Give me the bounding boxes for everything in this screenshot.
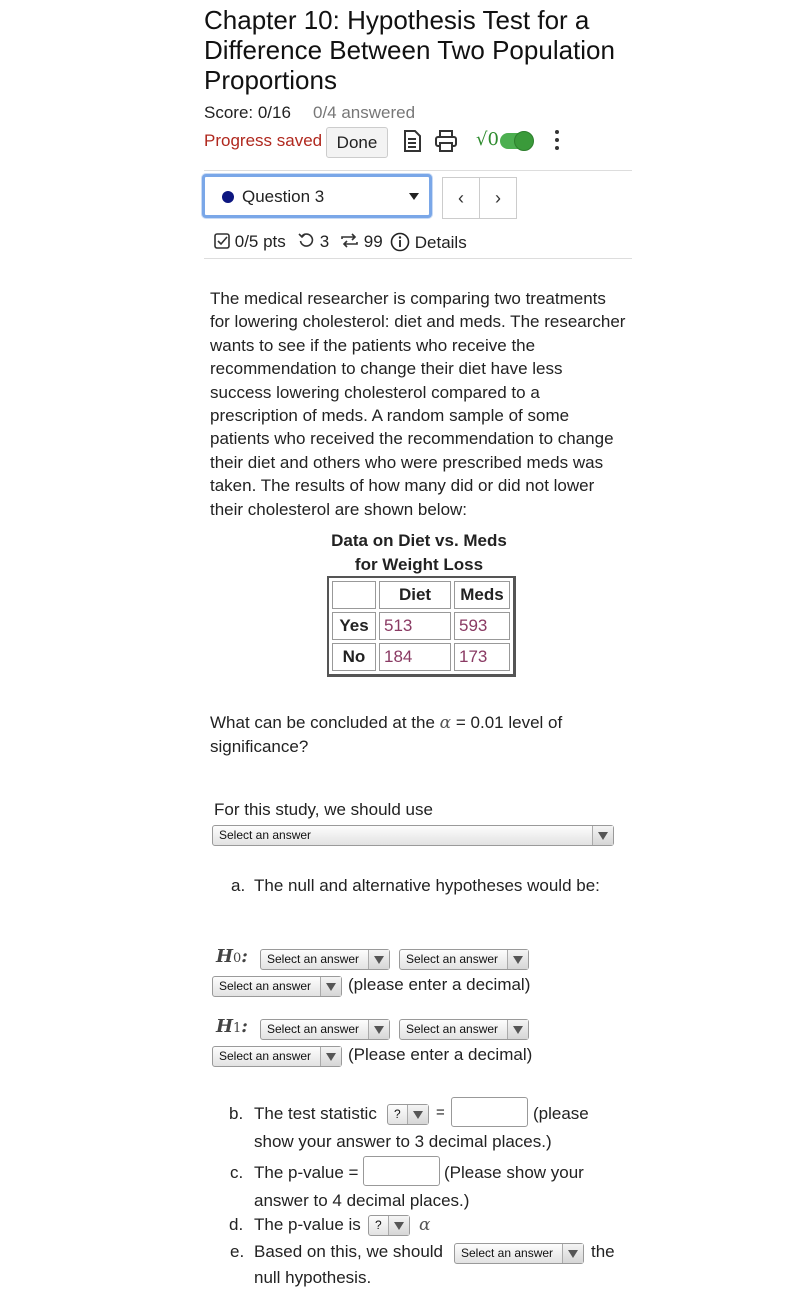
divider — [204, 258, 632, 259]
resubmits-info — [340, 232, 383, 252]
h0-note: (please enter a decimal) — [348, 975, 531, 994]
done-button[interactable]: Done — [326, 127, 388, 158]
data-table — [327, 576, 516, 677]
question-select[interactable] — [202, 174, 432, 218]
part-a-text: The null and alternative hypotheses would be: — [254, 876, 600, 895]
next-question-button[interactable]: › — [479, 177, 517, 219]
h0-symbol: H — [216, 946, 234, 967]
dropdown-arrow-icon — [507, 1020, 528, 1039]
test-statistic-input[interactable] — [451, 1097, 528, 1127]
table-row — [332, 612, 510, 640]
part-b-note1: (please — [533, 1104, 589, 1123]
part-e-letter: e. — [230, 1242, 245, 1261]
document-icon[interactable] — [402, 130, 422, 157]
print-icon[interactable] — [434, 130, 458, 157]
part-a-letter: a. — [231, 876, 246, 895]
select-label: Select an answer — [267, 952, 360, 966]
h0-subscript: 0 — [233, 951, 242, 966]
status-dot-icon — [222, 191, 234, 203]
checkbox-icon — [214, 233, 230, 249]
study-label: For this study, we should use — [214, 800, 433, 819]
question-pre: What can be concluded at the — [210, 713, 435, 732]
cell-diet: 184 — [379, 643, 451, 671]
details-link[interactable] — [390, 232, 467, 253]
dropdown-arrow-icon — [388, 1216, 409, 1235]
question-select-label: Question 3 — [242, 187, 325, 206]
dropdown-arrow-icon — [320, 1047, 341, 1066]
decision-select[interactable] — [454, 1243, 584, 1264]
select-label: Select an answer — [267, 1022, 360, 1036]
progress-status: Progress saved — [204, 131, 323, 150]
part-d-letter: d. — [229, 1215, 244, 1234]
cell-meds: 173 — [454, 643, 510, 671]
details-label: Details — [414, 233, 467, 252]
repeat-icon — [340, 232, 359, 249]
h1-symbol: H — [216, 1016, 234, 1037]
part-b-text: The test statistic — [254, 1104, 377, 1123]
test-statistic-type-select[interactable] — [387, 1104, 429, 1125]
select-label: Select an answer — [219, 828, 312, 842]
page-title: Chapter 10: Hypothesis Test for a Difference Between Two Population Proportions — [204, 5, 615, 95]
part-e-note2: null hypothesis. — [254, 1268, 372, 1287]
p-value-comparison-select[interactable] — [368, 1215, 410, 1236]
part-b-note2: show your answer to 3 decimal places.) — [254, 1132, 552, 1151]
part-c-letter: c. — [230, 1163, 244, 1182]
previous-question-button[interactable]: ‹ — [442, 177, 480, 219]
table-header-empty — [332, 581, 376, 609]
alpha-symbol: α — [439, 713, 452, 733]
part-e-text: Based on this, we should — [254, 1242, 444, 1261]
table-caption-line1: Data on Diet vs. Meds — [331, 531, 507, 550]
attempts-info — [298, 232, 329, 252]
p-value-input[interactable] — [363, 1156, 440, 1186]
row-label: No — [332, 643, 376, 671]
chevron-down-icon — [409, 193, 419, 200]
table-header-row — [332, 581, 510, 609]
resubmits-text: 99 — [363, 232, 383, 251]
math-editor-icon[interactable]: √0 — [476, 129, 499, 150]
dropdown-arrow-icon — [507, 950, 528, 969]
row-label: Yes — [332, 612, 376, 640]
part-c-text: The p-value = — [254, 1163, 359, 1182]
cell-diet: 513 — [379, 612, 451, 640]
equals-sign: = — [436, 1104, 445, 1121]
part-c-note1: (Please show your — [444, 1163, 584, 1182]
select-label: Select an answer — [219, 1049, 312, 1063]
select-label: Select an answer — [406, 952, 499, 966]
part-c-note2: answer to 4 decimal places.) — [254, 1191, 470, 1210]
part-b-letter: b. — [229, 1104, 244, 1123]
table-header-meds: Meds — [454, 581, 510, 609]
answered-count: 0/4 answered — [313, 103, 416, 122]
cell-meds: 593 — [454, 612, 510, 640]
table-caption — [300, 529, 538, 576]
h0-operator-select[interactable] — [399, 949, 529, 970]
select-label: Select an answer — [219, 979, 312, 993]
table-row — [332, 643, 510, 671]
h1-parameter-select[interactable] — [260, 1019, 390, 1040]
h1-operator-select[interactable] — [399, 1019, 529, 1040]
points-text: 0/5 pts — [234, 232, 286, 251]
dropdown-arrow-icon — [562, 1244, 583, 1263]
math-editor-toggle[interactable] — [500, 133, 532, 149]
dropdown-arrow-icon — [368, 950, 389, 969]
attempts-text: 3 — [319, 232, 330, 251]
h1-label: H1: — [216, 1016, 248, 1037]
h0-label: H0: — [216, 946, 248, 967]
h0-parameter-select[interactable] — [260, 949, 390, 970]
dropdown-arrow-icon — [368, 1020, 389, 1039]
part-d-text: The p-value is — [254, 1215, 361, 1234]
dropdown-arrow-icon — [407, 1105, 428, 1124]
select-label: ? — [394, 1107, 401, 1121]
select-label: Select an answer — [461, 1246, 554, 1260]
select-label: ? — [375, 1218, 382, 1232]
h1-subscript: 1 — [233, 1021, 242, 1036]
info-icon — [390, 232, 410, 252]
question-post: = 0.01 level of significance? — [210, 713, 563, 756]
score-text: Score: 0/16 — [204, 103, 291, 122]
alpha-symbol: α — [419, 1215, 431, 1235]
part-e-note1: the — [591, 1242, 615, 1261]
study-type-select[interactable] — [212, 825, 614, 846]
h0-value-select[interactable] — [212, 976, 342, 997]
dropdown-arrow-icon — [320, 977, 341, 996]
more-options-icon[interactable] — [550, 130, 564, 152]
dropdown-arrow-icon — [592, 826, 613, 845]
select-label: Select an answer — [406, 1022, 499, 1036]
points-info — [214, 232, 286, 252]
problem-text: The medical researcher is comparing two treatments for lowering cholesterol: diet and meds. The researcher wants to see if the patients who receive the recommendation to change their diet have less success lowering cholesterol compared to a prescription of meds. A random sample of some patients who received the recommendation to change their diet and others who were prescribed meds was taken. The results of how many did or did not lower their cholesterol are shown below: — [210, 289, 626, 519]
significance-question — [210, 711, 610, 759]
h1-value-select[interactable] — [212, 1046, 342, 1067]
table-header-diet: Diet — [379, 581, 451, 609]
divider — [204, 170, 632, 171]
retry-icon — [298, 232, 315, 249]
table-caption-line2: for Weight Loss — [354, 554, 484, 574]
h1-note: (Please enter a decimal) — [348, 1045, 533, 1064]
